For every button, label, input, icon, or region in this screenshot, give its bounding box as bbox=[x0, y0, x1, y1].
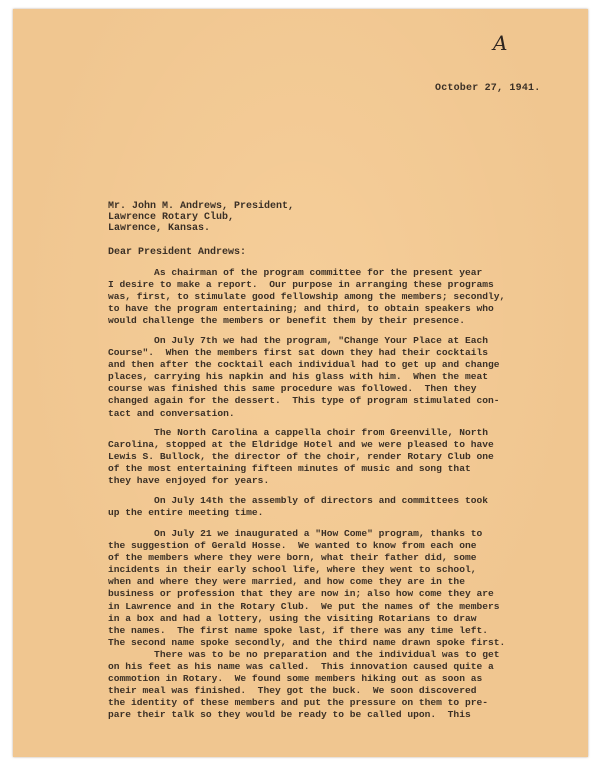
paragraph-choir bbox=[108, 427, 548, 487]
text-line: the suggestion of Gerald Hosse. We wanted to know from each one bbox=[108, 540, 477, 552]
paragraph-purpose bbox=[108, 267, 548, 327]
paragraph-preparation bbox=[108, 649, 548, 722]
address-line: Lawrence, Kansas. bbox=[108, 223, 211, 234]
text-line: Carolina, stopped at the Eldridge Hotel and we were pleased to have bbox=[108, 439, 494, 451]
text-line: when and where they were married, and how come they are in the bbox=[108, 576, 465, 588]
text-line: As chairman of the program committee for the present year bbox=[108, 267, 483, 278]
text-line: their meal was finished. They got the buck. We soon discovered bbox=[108, 685, 477, 697]
recipient-address bbox=[108, 201, 294, 234]
text-line: Course". When the members first sat down they had their cocktails bbox=[108, 347, 488, 359]
handwritten-corner-mark: A bbox=[493, 31, 508, 55]
text-line: to have the program entertaining; and third, to obtain speakers who bbox=[108, 303, 494, 315]
text-line: the names. The first name spoke last, if there was any time left. bbox=[108, 624, 488, 636]
text-line: course was finished this same procedure was followed. Then they bbox=[108, 383, 477, 395]
salutation: Dear President Andrews: bbox=[108, 247, 247, 258]
text-line: places, carrying his napkin and his glass with him. When the meat bbox=[108, 371, 488, 383]
text-line: There was to be no preparation and the individual was to get bbox=[108, 649, 500, 660]
text-line: The North Carolina a cappella choir from Greenville, North bbox=[108, 427, 488, 438]
text-line: The second name spoke secondly, and the third name drawn spoke first. bbox=[108, 636, 506, 648]
text-line: Lewis S. Bullock, the director of the choir, render Rotary Club one bbox=[108, 451, 494, 463]
address-line: Lawrence Rotary Club, bbox=[108, 212, 235, 223]
text-line: I desire to make a report. Our purpose in arranging these programs bbox=[108, 279, 494, 291]
address-line: Mr. John M. Andrews, President, bbox=[108, 201, 295, 212]
letter-page bbox=[13, 9, 588, 757]
text-line: was, first, to stimulate good fellowship among the members; secondly, bbox=[108, 291, 506, 303]
text-line: in a box and had a lottery, using the visiting Rotarians to draw bbox=[108, 612, 477, 624]
text-line: up the entire meeting time. bbox=[108, 507, 264, 519]
paragraph-july-21 bbox=[108, 528, 548, 649]
text-line: changed again for the dessert. This type of program stimulated con- bbox=[108, 395, 500, 407]
text-line: of the members where they were born, what their father did, some bbox=[108, 552, 477, 564]
text-line: On July 21 we inaugurated a "How Come" program, thanks to bbox=[108, 528, 483, 539]
text-line: On July 14th the assembly of directors and committees took bbox=[108, 495, 488, 506]
text-line: they have enjoyed for years. bbox=[108, 475, 270, 487]
text-line: pare their talk so they would be ready to be called upon. This bbox=[108, 709, 471, 721]
text-line: tact and conversation. bbox=[108, 407, 235, 419]
text-line: commotion in Rotary. We found some members hiking out as soon as bbox=[108, 673, 483, 685]
text-line: in Lawrence and in the Rotary Club. We put the names of the members bbox=[108, 600, 500, 612]
text-line: and then after the cocktail each individual had to get up and change bbox=[108, 359, 500, 371]
text-line: On July 7th we had the program, "Change Your Place at Each bbox=[108, 335, 488, 346]
text-line: of the most entertaining fifteen minutes of music and song that bbox=[108, 463, 471, 475]
paragraph-july-14 bbox=[108, 495, 548, 519]
text-line: on his feet as his name was called. This innovation caused quite a bbox=[108, 661, 494, 673]
text-line: would challenge the members or benefit them by their presence. bbox=[108, 315, 465, 327]
paragraph-july-7 bbox=[108, 335, 548, 420]
text-line: the identity of these members and put the pressure on them to pre- bbox=[108, 697, 488, 709]
text-line: incidents in their early school life, where they went to school, bbox=[108, 564, 477, 576]
letter-date: October 27, 1941. bbox=[435, 83, 541, 94]
text-line: business or profession that they are now in; also how come they are bbox=[108, 588, 494, 600]
